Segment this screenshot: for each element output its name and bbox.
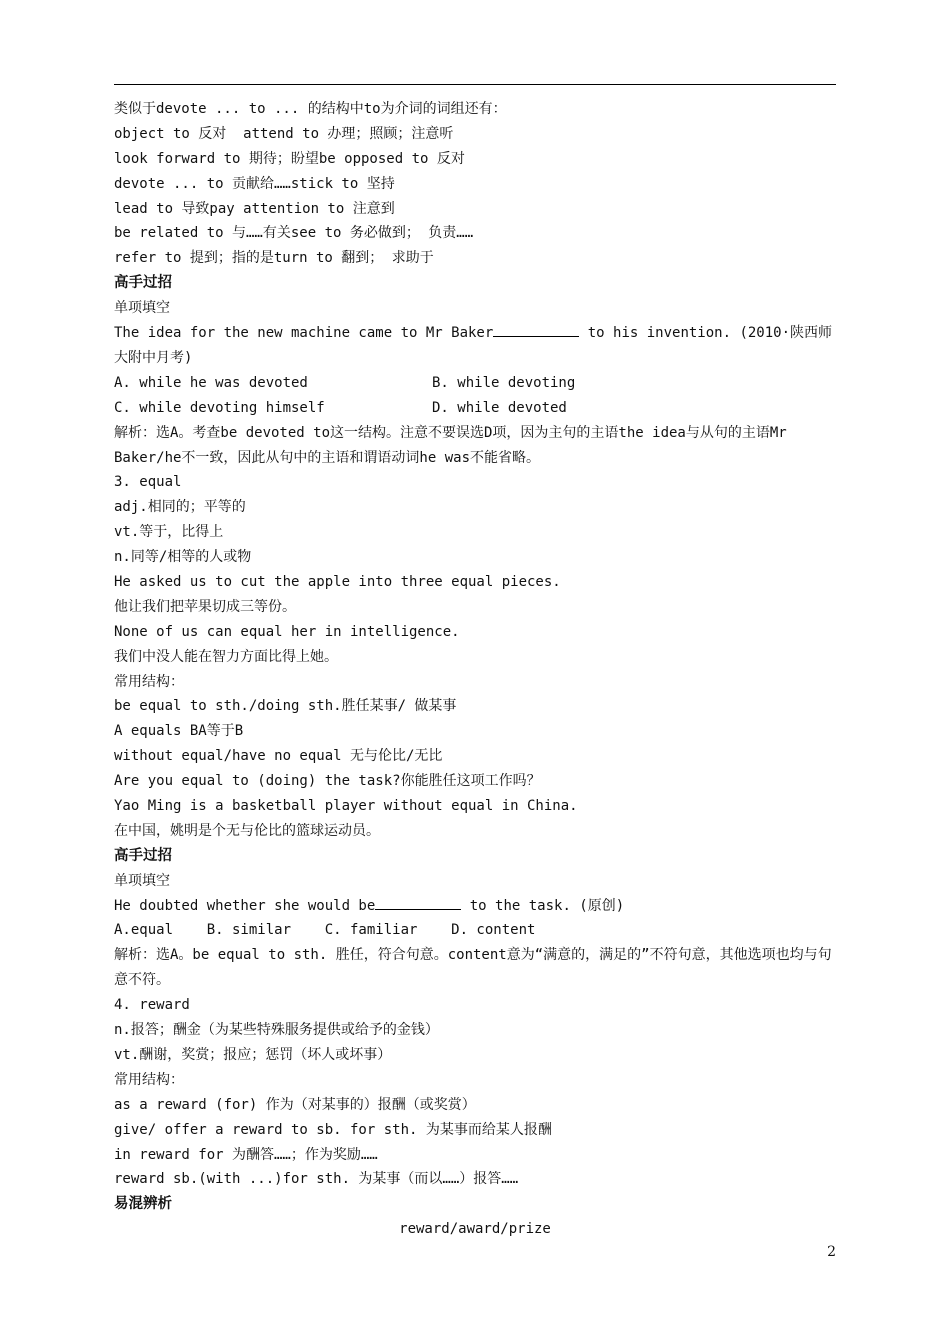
analysis-text: 解析：选A。be equal to sth. 胜任，符合句意。content意为“满意的，满足的”不符句意，其他选项也均与句意不符。 <box>114 947 832 989</box>
options-row: A.equal B. similar C. familiar D. content <box>114 922 536 939</box>
question-text: to his invention. (2010·陕西师大附中月考) <box>114 325 833 366</box>
page-number: 2 <box>827 1244 836 1260</box>
text-line: give/ offer a reward to sb. for sth. 为某事而给某人报酬 <box>114 1121 552 1138</box>
text-line: He asked us to cut the apple into three equal pieces. <box>114 573 561 590</box>
text-line: adj.相同的；平等的 <box>114 499 246 516</box>
centered-term: reward/award/prize <box>399 1221 551 1238</box>
text-line: object to 反对 attend to 办理；照顾；注意听 <box>114 125 454 142</box>
text-line: Yao Ming is a basketball player without equal in China. <box>114 798 578 814</box>
text-line: devote ... to 贡献给……stick to 坚持 <box>114 175 395 192</box>
section-heading: 高手过招 <box>114 275 172 292</box>
text-line: vt.酬谢，奖赏；报应；惩罚（坏人或坏事） <box>114 1046 392 1063</box>
text-line: 3. equal <box>114 474 182 491</box>
section-subheading: 单项填空 <box>114 872 170 889</box>
option: A. while he was devoted <box>114 374 308 391</box>
text-line: lead to 导致pay attention to 注意到 <box>114 200 395 217</box>
text-line: reward sb.(with ...)for sth. 为某事（而以……）报答…… <box>114 1171 519 1188</box>
text-line: 常用结构： <box>114 1071 184 1088</box>
text-line: None of us can equal her in intelligence. <box>114 623 460 640</box>
option: D. while devoted <box>432 399 567 416</box>
question-text: He doubted whether she would be <box>114 897 376 914</box>
analysis-text: 解析：选A。考查be devoted to这一结构。注意不要误选D项，因为主句的主语the idea与从句的主语Mr Baker/he不一致，因此从句中的主语和谓语动词he was不能省略。 <box>114 424 787 466</box>
question-text: to the task. (原创) <box>461 897 625 914</box>
options-row <box>114 371 836 396</box>
question-text: The idea for the new machine came to Mr Baker <box>114 325 494 342</box>
document-body <box>114 97 836 1242</box>
text-line: n.报答；酬金（为某些特殊服务提供或给予的金钱） <box>114 1022 439 1039</box>
section-subheading: 单项填空 <box>114 300 170 317</box>
text-line: n.同等/相等的人或物 <box>114 549 252 566</box>
text-line: refer to 提到；指的是turn to 翻到； 求助于 <box>114 250 434 267</box>
text-line: 常用结构： <box>114 673 184 690</box>
text-line: in reward for 为酬答……；作为奖励…… <box>114 1146 378 1163</box>
question <box>114 894 836 919</box>
text-line: 类似于devote ... to ... 的结构中to为介词的词组还有： <box>114 101 507 117</box>
header-rule <box>114 84 836 85</box>
section-heading: 高手过招 <box>114 847 172 864</box>
question <box>114 321 836 371</box>
text-line: vt.等于，比得上 <box>114 524 224 541</box>
text-line: be related to 与……有关see to 务必做到； 负责…… <box>114 225 474 242</box>
answer-blank <box>493 322 579 337</box>
text-line: look forward to 期待；盼望be opposed to 反对 <box>114 150 465 167</box>
text-line: 他让我们把苹果切成三等份。 <box>114 598 296 615</box>
text-line: A equals BA等于B <box>114 723 244 740</box>
text-line: 在中国，姚明是个无与伦比的篮球运动员。 <box>114 822 380 839</box>
options-row <box>114 396 836 421</box>
section-heading: 易混辨析 <box>114 1196 172 1213</box>
text-line: 4. reward <box>114 997 190 1014</box>
text-line: without equal/have no equal 无与伦比/无比 <box>114 748 443 765</box>
option: B. while devoting <box>432 374 576 391</box>
text-line: 我们中没人能在智力方面比得上她。 <box>114 648 338 665</box>
answer-blank <box>375 895 461 910</box>
text-line: as a reward (for) 作为（对某事的）报酬（或奖赏） <box>114 1096 476 1113</box>
text-line: be equal to sth./doing sth.胜任某事/ 做某事 <box>114 698 457 715</box>
text-line: Are you equal to (doing) the task?你能胜任这项工作吗？ <box>114 773 541 790</box>
option: C. while devoting himself <box>114 399 325 416</box>
